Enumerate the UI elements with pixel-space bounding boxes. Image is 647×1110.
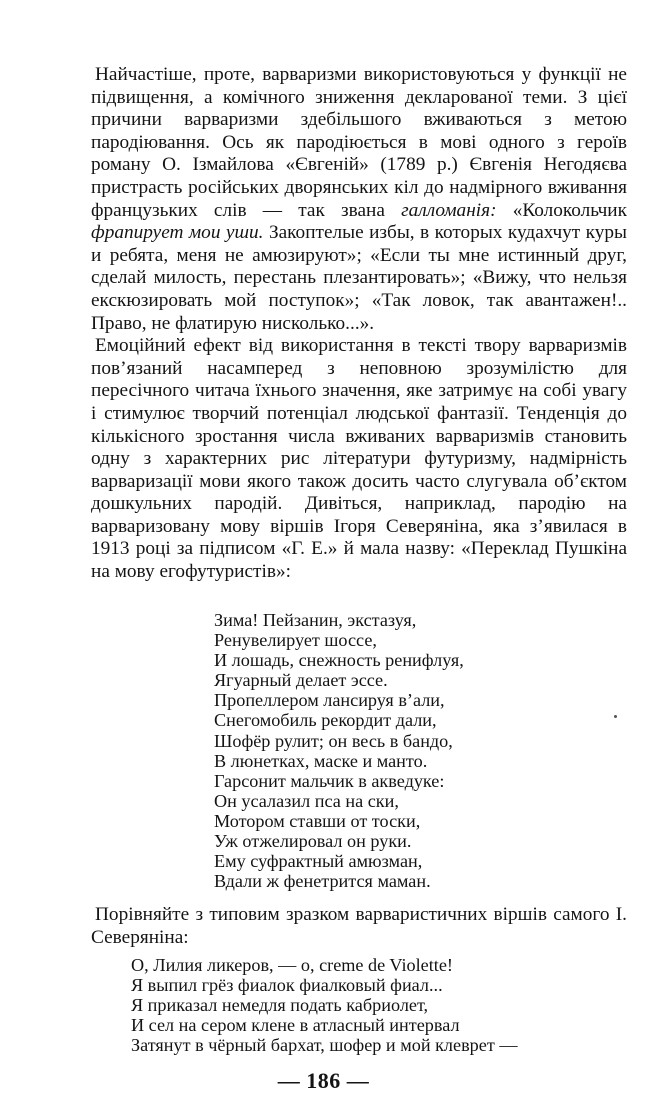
poem-line: И сел на сером клене в атласный интервал [131,1015,460,1036]
scan-speck [614,715,617,718]
poem-line: Ему суфрактный амюзман, [214,851,423,872]
paragraph-3: Порівняйте з типовим зразком варваристичних віршів самого І. Северяніна: [91,904,627,948]
paragraph-2: Емоційний ефект від використання в тексті твору варваризмів пов’язаний насамперед з неповною зрозумілістю для пересічного читача їхнього значення, яке затримує на собі увагу і стимулює творчий потенціал людської фантазії. Тенденція до кількісного зростання числа вживаних варваризмів становить одну з характерних рис літератури футуризму, надмірність варваризації мови якого також досить часто слугувала об’єктом дошкульних пародій. Дивіться, наприклад, пародію на варваризовану мову віршів Ігоря Северяніна, яка з’явилася в 1913 році за підписом «Г. Е.» й мала назву: «Переклад Пушкіна на мову егофутуристів»: [91,335,627,583]
poem-line: Я выпил грёз фиалок фиалковый фиал... [131,975,443,996]
poem-line: Затянут в чёрный бархат, шофер и мой клеврет — [131,1035,518,1056]
paragraph-1 [91,64,627,335]
paragraph-1-text-end: Закоптелые избы, в которых кудахчут куры и ребята, меня не амюзируют»; «Если ты мне истинный друг, сделай милость, перестань плезантировать»; «Вижу, что нельзя екскюзировать мой поступок»; «Так ловок, так авантажен!.. Право, не флатирую нисколько...». [91,222,627,334]
poem-line: Шофёр рулит; он весь в бандо, [214,730,453,751]
poem-line: О, Лилия ликеров, — о, creme de Violette! [131,955,453,975]
italic-term-gallomania: галломанія: [401,199,497,221]
page-number: — 186 — [277,1068,370,1093]
document-page [91,64,627,584]
quote-start: «Колокольчик [496,199,627,221]
italic-quote: фрапирует мои уши. [91,222,264,244]
poem-parody [214,610,464,891]
poem-line: Ренувелирует шоссе, [214,630,377,651]
poem-line: В люнетках, маске и манто. [214,750,428,771]
poem-line: Он усалазил пса на ски, [214,790,399,811]
poem-line: И лошадь, снежность ренифлуя, [214,650,464,671]
poem-line: Ягуарный делает эссе. [214,670,388,691]
poem-line: Вдали ж фенетрится маман. [214,871,431,892]
poem-line: Снегомобиль рекордит дали, [214,710,437,731]
poem-line: Гарсонит мальчик в акведуке: [214,770,445,791]
paragraph-1-text: Найчастіше, проте, варваризми використовуються у функції не підвищення, а комічного зниження декларованої теми. З цієї причини варваризми здебільшого вживаються з метою пародіювання. Ось як пародіюється в мові одного з героїв роману О. Ізмайлова «Євгеній» (1789 р.) Євгенія Негодяєва пристрасть російських дворянських кіл до надмірного вживання французьких слів — так звана [91,64,627,221]
poem-line: Зима! Пейзанин, экстазуя, [214,610,417,630]
poem-line: Уж отжелировал он руки. [214,831,412,852]
poem-severyanin [131,955,518,1055]
poem-line: Мотором ставши от тоски, [214,810,421,831]
poem-line: Пропеллером лансируя в’али, [214,690,445,711]
poem-line: Я приказал немедля подать кабриолет, [131,995,429,1016]
